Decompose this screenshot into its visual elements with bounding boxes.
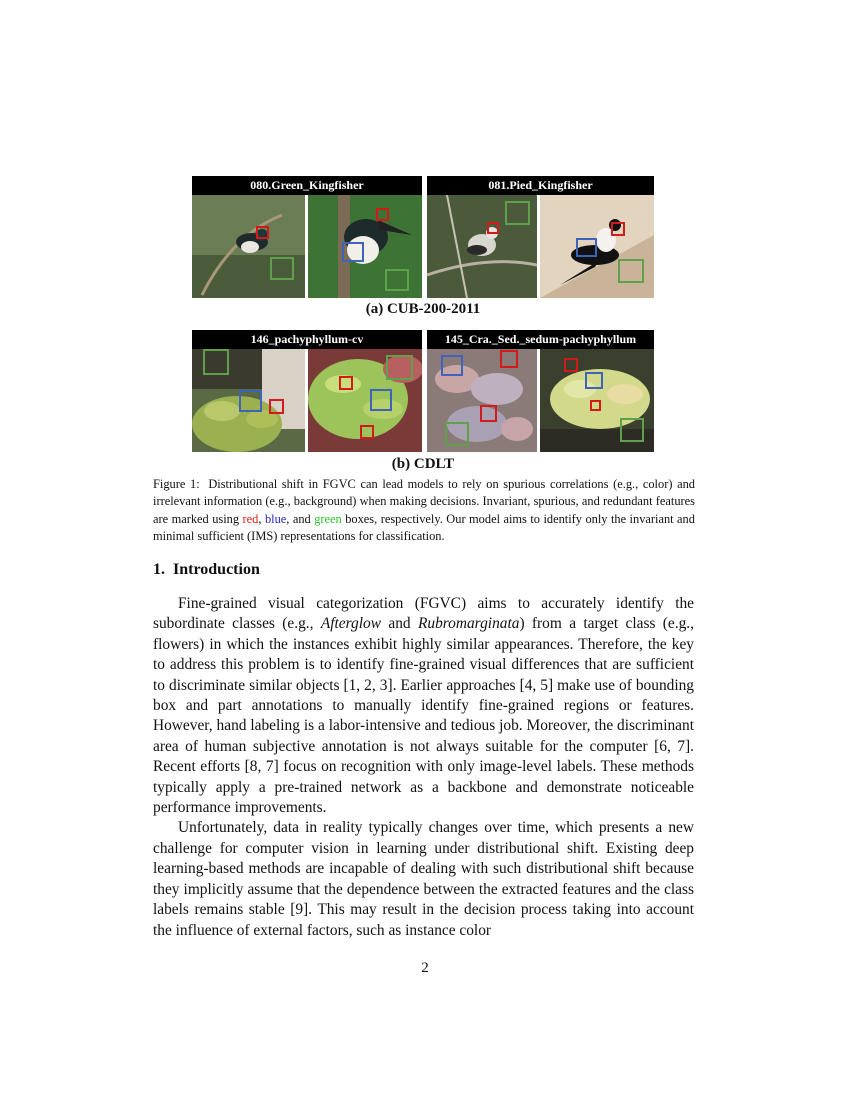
photo-succulent-1 bbox=[192, 349, 305, 452]
invariant-box bbox=[500, 350, 518, 368]
group-title: 145_Cra._Sed._sedum-pachyphyllum bbox=[427, 330, 654, 349]
figure-row-cub bbox=[192, 176, 654, 298]
redundant-box bbox=[203, 349, 229, 375]
redundant-box bbox=[270, 257, 294, 280]
section-heading bbox=[153, 561, 260, 579]
paragraph-1 bbox=[153, 594, 694, 818]
redundant-box bbox=[618, 259, 644, 283]
redundant-box bbox=[620, 418, 644, 442]
invariant-box bbox=[269, 399, 284, 414]
photo-pied-kingfisher-1 bbox=[427, 195, 537, 298]
spurious-box bbox=[441, 355, 463, 376]
body-text bbox=[153, 594, 694, 941]
paragraph-1-part-c: ) from a target class (e.g., flowers) in which the instances exhibit highly similar appearances. Therefore, the key to address this problem is to identify fine-grained visual differences that are sufficient to discriminate similar objects [1, 2, 3]. Earlier approaches [4, 5] make use of bounding box and part annotations to manually identify fine-grained regions or features. However, hand labeling is a labor-intensive and tedious job. Moreover, the discriminant area of human subjective annotation is not always suitable for the computer [6, 7]. Recent efforts [8, 7] focus on recognition with only image-level labels. These methods typically apply a pre-trained network as a backbone and demonstrate noticeable performance improvements. bbox=[153, 615, 694, 817]
invariant-box bbox=[256, 226, 269, 239]
spurious-box bbox=[370, 389, 392, 411]
invariant-box bbox=[564, 358, 578, 372]
term-afterglow: Afterglow bbox=[320, 615, 381, 633]
caption-sep-1: , bbox=[258, 511, 262, 526]
caption-text-2: boxes, respectively. Our model aims to identify only the invariant and minimal sufficient (IMS) representations for classification. bbox=[153, 511, 695, 544]
photo-green-kingfisher-1 bbox=[192, 195, 305, 298]
spurious-box bbox=[342, 242, 364, 262]
paragraph-1-part-b: and bbox=[388, 615, 411, 633]
caption-red-word: red bbox=[242, 511, 259, 526]
figure-row-cdlt bbox=[192, 330, 654, 452]
term-rubromarginata: Rubromarginata bbox=[417, 615, 520, 633]
page-number: 2 bbox=[421, 960, 429, 976]
redundant-box bbox=[505, 201, 530, 225]
spurious-box bbox=[239, 390, 262, 412]
photo-succulent-2 bbox=[308, 349, 422, 452]
section-number: 1. bbox=[153, 561, 165, 578]
invariant-box bbox=[339, 376, 353, 390]
photo-green-kingfisher-2 bbox=[308, 195, 422, 298]
caption-blue-word: blue bbox=[264, 511, 287, 526]
figure-1 bbox=[192, 176, 654, 472]
photo-succulent-4 bbox=[540, 349, 654, 452]
invariant-box bbox=[376, 208, 389, 221]
invariant-box bbox=[480, 405, 497, 422]
redundant-box bbox=[386, 355, 413, 380]
group-title: 146_pachyphyllum-cv bbox=[192, 330, 422, 349]
invariant-box bbox=[360, 425, 374, 439]
paragraph-2: Unfortunately, data in reality typically changes over time, which presents a new challenge for computer vision in learning under distributional shift. Existing deep learning-based methods are incapable of dealing with such distributional shift because they implicitly assume that the dependence between the extracted features and the class labels remains stable [9]. This may result in the decision process taking into account the influence of external factors, such as instance color bbox=[153, 819, 694, 939]
photo-pied-kingfisher-2 bbox=[540, 195, 654, 298]
caption-green-word: green bbox=[314, 511, 342, 526]
spurious-box bbox=[576, 238, 597, 257]
group-title: 080.Green_Kingfisher bbox=[192, 176, 422, 195]
redundant-box bbox=[385, 269, 409, 291]
image-group-pied-kingfisher bbox=[427, 176, 654, 298]
subcaption-b: (b) CDLT bbox=[391, 456, 455, 472]
photo-succulent-3 bbox=[427, 349, 537, 452]
invariant-box bbox=[487, 222, 499, 234]
spurious-box bbox=[585, 372, 603, 389]
image-group-pachyphyllum-cv bbox=[192, 330, 422, 452]
figure-caption bbox=[153, 476, 695, 546]
image-group-green-kingfisher bbox=[192, 176, 422, 298]
section-title: Introduction bbox=[173, 561, 260, 578]
invariant-box bbox=[611, 222, 625, 236]
invariant-box bbox=[590, 400, 601, 411]
subcaption-a: (a) CUB-200-2011 bbox=[365, 301, 481, 317]
caption-text-1: Distributional shift in FGVC can lead models to rely on spurious correlations (e.g., color) and irrelevant information (e.g., background) when making decisions. Invariant, spurious, and redundant features are marked using bbox=[153, 477, 695, 526]
paragraph-1-part-a: Fine-grained visual categorization (FGVC) aims to accurately identify the subordinate classes (e.g., bbox=[153, 595, 694, 633]
image-group-sedum-pachyphyllum bbox=[427, 330, 654, 452]
caption-sep-2: , and bbox=[286, 511, 311, 526]
redundant-box bbox=[445, 422, 469, 446]
caption-label: Figure 1: bbox=[153, 477, 200, 491]
group-title: 081.Pied_Kingfisher bbox=[427, 176, 654, 195]
